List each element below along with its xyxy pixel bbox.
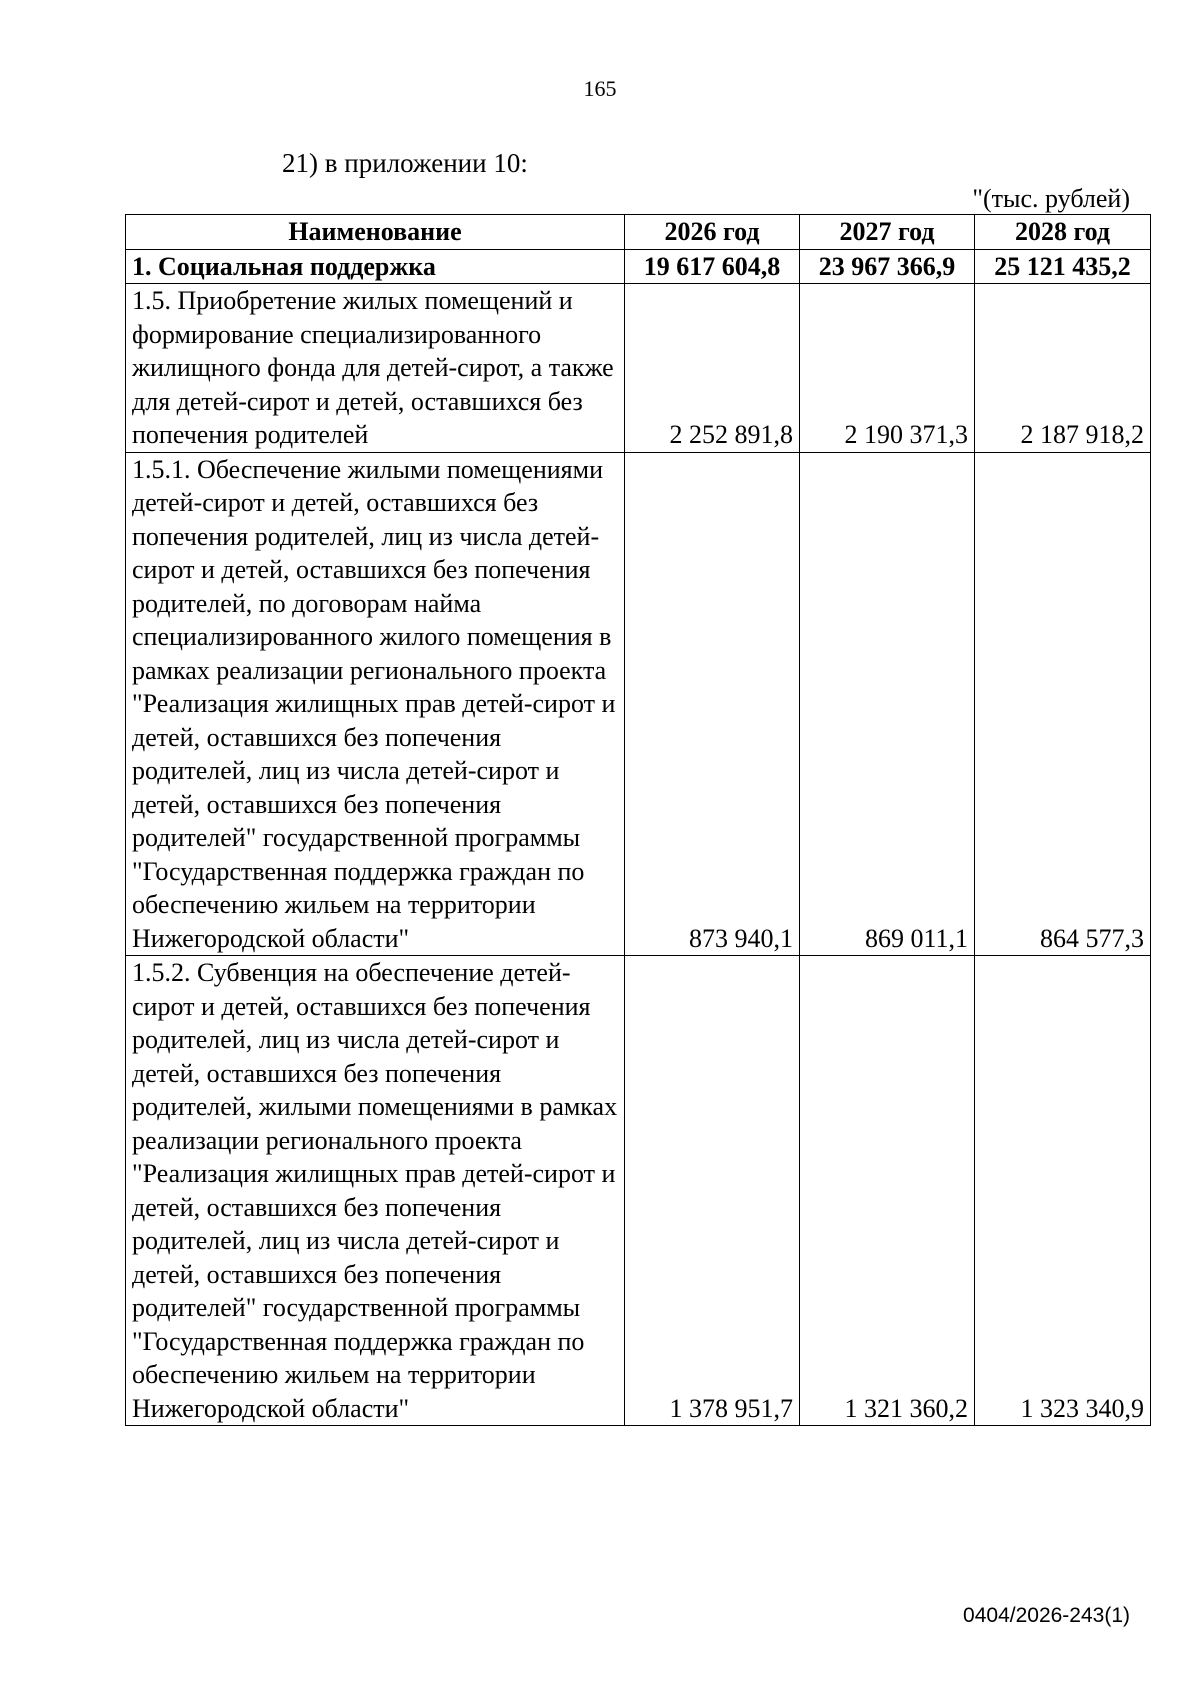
table-row [126,249,1151,284]
row-value-2028: 864 577,3 [975,452,1151,956]
table-row [126,956,1151,1426]
table-row [126,452,1151,956]
row-value-2026: 873 940,1 [625,452,800,956]
row-name: 1.5. Приобретение жилых помещений и формирование специализированного жилищного фонда для детей-сирот, а также для детей-сирот и детей, оставшихся без попечения родителей [126,284,625,453]
row-value-2027: 1 321 360,2 [800,956,975,1426]
header-name: Наименование [126,215,625,250]
row-name: 1.5.1. Обеспечение жилыми помещениями детей-сирот и детей, оставшихся без попечения родителей, лиц из числа детей-сирот и детей, оставшихся без попечения родителей, по договорам найма специализированного жилого помещения в рамках реализации регионального проекта "Реализация жилищных прав детей-сирот и детей, оставшихся без попечения родителей, лиц из числа детей-сирот и детей, оставшихся без попечения родителей" государственной программы "Государственная поддержка граждан по обеспечению жильем на территории Нижегородской области" [126,452,625,956]
row-value-2027: 23 967 366,9 [800,249,975,284]
document-code: 0404/2026-243(1) [963,1604,1130,1627]
table-header-row [126,215,1151,250]
row-value-2027: 869 011,1 [800,452,975,956]
row-value-2026: 19 617 604,8 [625,249,800,284]
table-row [126,284,1151,453]
row-value-2028: 25 121 435,2 [975,249,1151,284]
row-value-2026: 1 378 951,7 [625,956,800,1426]
row-value-2026: 2 252 891,8 [625,284,800,453]
budget-table [125,214,1151,1426]
header-2028: 2028 год [975,215,1151,250]
units-label: "(тыс. рублей) [972,184,1130,213]
row-name: 1.5.2. Субвенция на обеспечение детей-сирот и детей, оставшихся без попечения родителей, лиц из числа детей-сирот и детей, оставшихся без попечения родителей, жилыми помещениями в рамках реализации регионального проекта "Реализация жилищных прав детей-сирот и детей, оставшихся без попечения родителей, лиц из числа детей-сирот и детей, оставшихся без попечения родителей" государственной программы "Государственная поддержка граждан по обеспечению жильем на территории Нижегородской области" [126,956,625,1426]
page-number: 165 [583,76,617,101]
row-value-2028: 1 323 340,9 [975,956,1151,1426]
header-2026: 2026 год [625,215,800,250]
row-value-2028: 2 187 918,2 [975,284,1151,453]
row-value-2027: 2 190 371,3 [800,284,975,453]
header-2027: 2027 год [800,215,975,250]
intro-text: 21) в приложении 10: [282,148,528,178]
row-name: 1. Социальная поддержка [126,249,625,284]
